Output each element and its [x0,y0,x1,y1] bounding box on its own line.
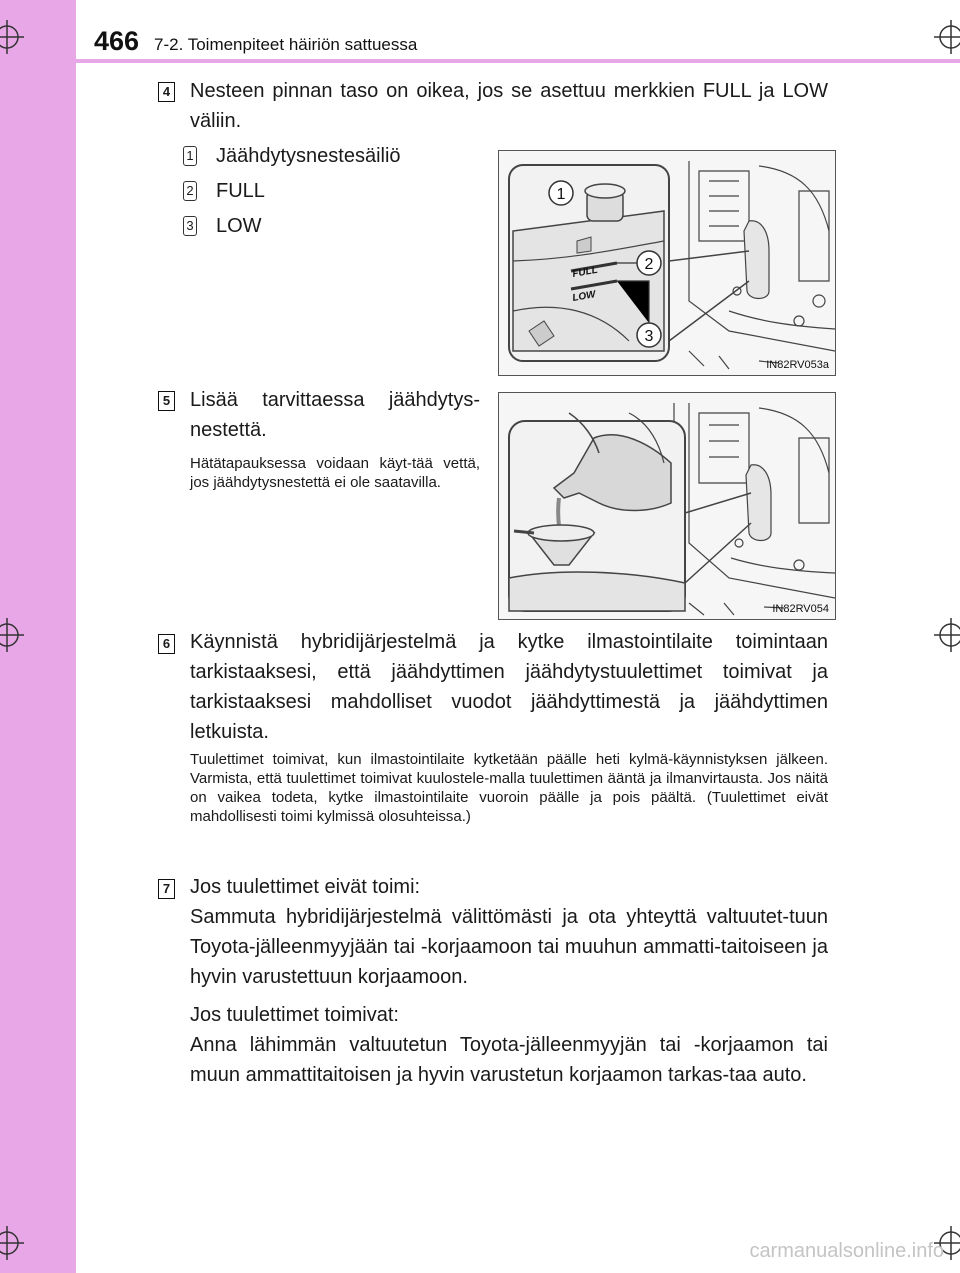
registration-mark-icon [934,20,960,54]
item-label-low: LOW [216,215,262,237]
step-number-7: 7 [158,879,175,899]
step-number-5: 5 [158,391,175,411]
low-mark-label: LOW [571,289,597,304]
figure-code: IN82RV054 [772,603,829,615]
step-7-case2-text: Anna lähimmän valtuutetun Toyota-jälleenmyyjän tai -korjaamon tai muun ammattitaitoisen ja hyvin varustetun korjaamon tarkas-taa auto. [190,1034,828,1086]
watermark: carmanualsonline.info [749,1240,944,1262]
step-6-note: Tuulettimet toimivat, kun ilmastointilaite kytketään päälle heti kylmä-käynnistyksen jälkeen. Varmista, että tuulettimet toimivat kuulostele-malla tuulettimen ääntä ja ilmanvirtausta. Jos näitä on vaikea todeta, kytke ilmastointilaite vuoroin päälle ja pois päältä. (Tuulettimet eivät mahdollisesti toimi kylmissä olosuhteissa.) [190,751,828,825]
page-number: 466 [94,26,140,56]
registration-mark-icon [0,20,24,54]
step-4-text: Nesteen pinnan taso on oikea, jos se asettuu merkkien FULL ja LOW väliin. [190,80,828,132]
full-mark-label: FULL [571,264,599,280]
registration-mark-icon [0,618,24,652]
item-number-3: 3 [183,216,197,236]
chapter-title: 7-2. Toimenpiteet häiriön sattuessa [154,35,418,54]
step-number-4: 4 [158,82,175,102]
item-label-reservoir: Jäähdytysnestesäiliö [216,145,401,167]
callout-1: 1 [556,186,566,203]
pouring-coolant-figure [498,392,836,620]
step-5-note: Hätätapauksessa voidaan käyt-tää vettä, jos jäähdytysnestettä ei ole saatavilla. [190,455,480,491]
item-label-full: FULL [216,180,265,202]
step-6-text: Käynnistä hybridijärjestelmä ja kytke ilmastointilaite toimintaan tarkistaaksesi, että jäähdyttimen jäähdytystuulettimet toimivat ja tarkistaaksesi mahdolliset vuodot jäähdyttimestä ja jäähdyttimen letkuista. [190,631,828,743]
registration-mark-icon [934,618,960,652]
step-7-case2-title: Jos tuulettimet toimivat: [190,1004,399,1026]
figure-code: IN82RV053a [766,359,829,371]
callout-3: 3 [644,328,654,345]
registration-mark-icon [0,1226,24,1260]
item-number-1: 1 [183,146,197,166]
coolant-reservoir-figure [498,150,836,376]
header-rule [76,59,960,63]
step-number-6: 6 [158,634,175,654]
item-number-2: 2 [183,181,197,201]
step-5-text: Lisää tarvittaessa jäähdytys-nestettä. [190,389,480,441]
step-7-case1-text: Sammuta hybridijärjestelmä välittömästi ja ota yhteyttä valtuutet-tuun Toyota-jälleenmyyjään tai -korjaamoon tai muuhun ammatti-taitoiseen ja hyvin varustettuun korjaamoon. [190,906,828,988]
step-7-case1-title: Jos tuulettimet eivät toimi: [190,876,421,898]
callout-2: 2 [644,256,654,273]
